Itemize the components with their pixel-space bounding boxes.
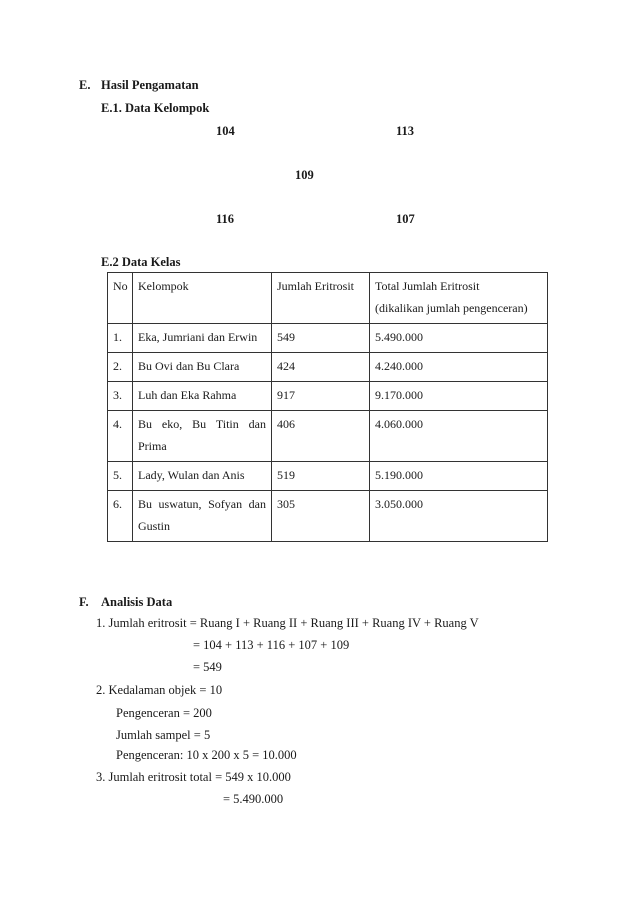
header-no: No	[108, 273, 133, 324]
cell-total: 4.240.000	[370, 353, 548, 382]
analysis-line-7: Pengenceran: 10 x 200 x 5 = 10.000	[116, 748, 297, 762]
analysis-line-1: 1. Jumlah eritrosit = Ruang I + Ruang II + Ruang III + Ruang IV + Ruang V	[96, 616, 479, 630]
cell-jumlah: 406	[272, 411, 370, 462]
section-e-title: Hasil Pengamatan	[101, 78, 199, 92]
header-total-line2: (dikalikan jumlah pengenceran)	[375, 301, 528, 315]
cell-kelompok: Eka, Jumriani dan Erwin	[133, 324, 272, 353]
cell-total: 9.170.000	[370, 382, 548, 411]
analysis-line-4: 2. Kedalaman objek = 10	[96, 683, 223, 697]
header-total-line1: Total Jumlah Eritrosit	[375, 279, 480, 293]
analysis-line-6: Jumlah sampel = 5	[116, 728, 211, 742]
cell-no: 5.	[108, 462, 133, 491]
header-kelompok: Kelompok	[133, 273, 272, 324]
cell-kelompok: Luh dan Eka Rahma	[133, 382, 272, 411]
table-row	[108, 462, 548, 491]
data-kelas-table	[107, 272, 548, 542]
section-f-number: F.	[79, 595, 89, 609]
cell-total: 5.190.000	[370, 462, 548, 491]
table-row	[108, 324, 548, 353]
header-jumlah: Jumlah Eritrosit	[272, 273, 370, 324]
cell-kelompok: Bu uswatun, Sofyan dan Gustin	[133, 491, 272, 542]
cell-jumlah: 917	[272, 382, 370, 411]
kelompok-value-1: 104	[216, 124, 235, 138]
analysis-line-5: Pengenceran = 200	[116, 706, 212, 720]
cell-no: 1.	[108, 324, 133, 353]
analysis-line-2: = 104 + 113 + 116 + 107 + 109	[193, 638, 350, 652]
cell-jumlah: 549	[272, 324, 370, 353]
table-row	[108, 411, 548, 462]
subsection-e1-title: E.1. Data Kelompok	[101, 101, 210, 115]
cell-no: 3.	[108, 382, 133, 411]
cell-total: 5.490.000	[370, 324, 548, 353]
analysis-line-8: 3. Jumlah eritrosit total = 549 x 10.000	[96, 770, 291, 784]
cell-jumlah: 424	[272, 353, 370, 382]
cell-no: 6.	[108, 491, 133, 542]
cell-jumlah: 519	[272, 462, 370, 491]
cell-total: 3.050.000	[370, 491, 548, 542]
table-row	[108, 491, 548, 542]
cell-total: 4.060.000	[370, 411, 548, 462]
kelompok-value-4: 116	[216, 212, 235, 226]
cell-jumlah: 305	[272, 491, 370, 542]
header-total	[370, 273, 548, 324]
cell-kelompok: Lady, Wulan dan Anis	[133, 462, 272, 491]
kelompok-value-2: 113	[396, 124, 415, 138]
cell-kelompok: Bu eko, Bu Titin dan Prima	[133, 411, 272, 462]
table-row	[108, 353, 548, 382]
table-header-row	[108, 273, 548, 324]
section-e-number: E.	[79, 78, 91, 92]
subsection-e2-title: E.2 Data Kelas	[101, 255, 181, 269]
cell-no: 4.	[108, 411, 133, 462]
cell-no: 2.	[108, 353, 133, 382]
analysis-line-9: = 5.490.000	[223, 792, 284, 806]
cell-kelompok: Bu Ovi dan Bu Clara	[133, 353, 272, 382]
kelompok-value-3: 109	[295, 168, 314, 182]
table-row	[108, 382, 548, 411]
analysis-line-3: = 549	[193, 660, 222, 674]
section-f-title: Analisis Data	[101, 595, 173, 609]
kelompok-value-5: 107	[396, 212, 415, 226]
